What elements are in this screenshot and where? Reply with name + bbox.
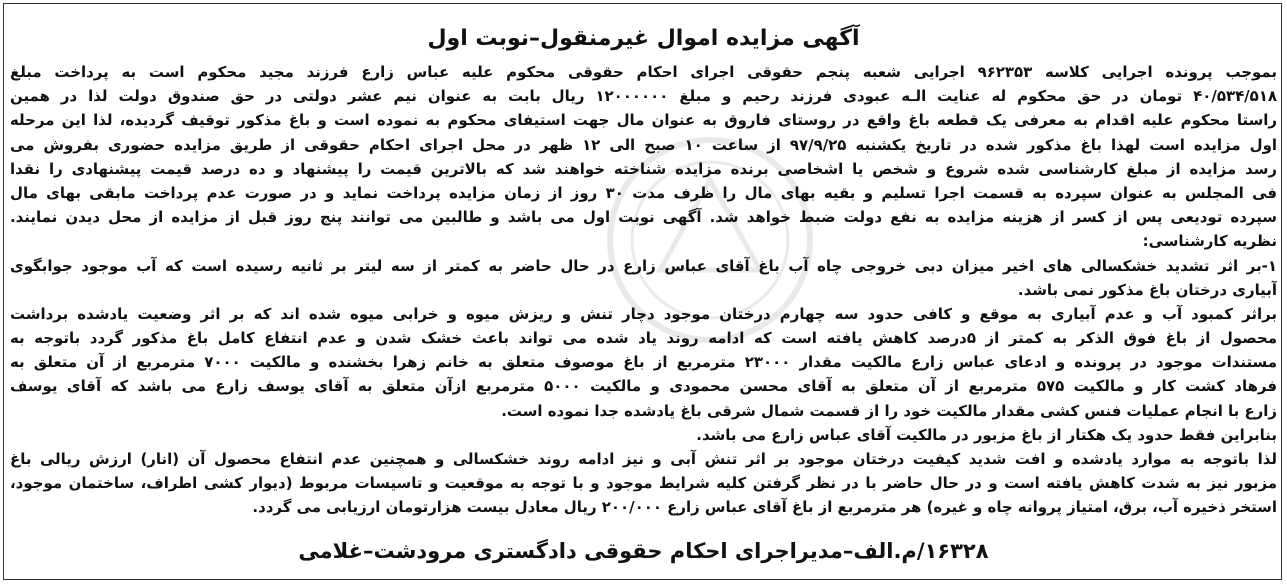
- body-line: بموجب پرونده اجرایی کلاسه ۹۶۲۳۵۳ اجرایی شعبه پنجم حقوقی اجرای احکام حقوقی محکوم علیه عباس زارع فرزند مجید محکوم است به پرداخت مبلغ: [10, 63, 1277, 81]
- body-line: راستا محکوم علیه اقدام به معرفی یک قطعه باغ واقع در روستای فاروق به عنوان مال جهت استیفای محکوم به نموده است و باغ مذکور توقیف گردیده، لذا این مرحله: [10, 111, 1277, 130]
- body-line: استخر ذخیره آب، برق، امتیاز پروانه چاه و غیره) هر مترمربع از باغ آقای عباس زارع ۲۰۰/۰۰۰ ریال معادل بیست هزارتومان ارزیابی می گردد.: [252, 498, 1277, 517]
- expert-opinion-heading: نظریه کارشناسی:: [1142, 232, 1277, 251]
- notice-title: آگهی مزایده اموال غیرمنقول–نوبت اول: [427, 26, 860, 51]
- body-line: مزبور نیز به شدت کاهش یافته است و در حال حاضر با در نظر گرفتن کلیه شرایط موجود و با توجه به موقعیت و تاسیسات مربوط (دیوار کشی اطراف، ساختمان موجود،: [10, 474, 1277, 493]
- body-line: ۴۰/۵۳۴/۵۱۸ تومان در حق محکوم له عنایت الـه عبودی فرزند رحیم و مبلغ ۱۲۰۰۰۰۰۰ ریال بابت به عنوان نیم عشر دولتی در حق صندوق دولت لذا در همین: [10, 87, 1277, 106]
- body-line: لذا باتوجه به موارد یادشده و افت شدید کیفیت درختان موجود بر اثر تنش آبی و نیز ادامه روند خشکسالی و همچنین عدم انتفاع محصول آن (انار) ارزش ریالی باغ: [10, 450, 1277, 468]
- notice-body: [10, 60, 1277, 520]
- body-line: براثر کمبود آب و عدم آبیاری به موقع و کافی حدود سه چهارم درختان موجود دچار تنش و ریزش میوه و خرابی میوه شده اند که بر اثر وضعیت یادشده برداشت: [10, 304, 1277, 323]
- body-line: اول مزایده است لهذا باغ مذکور شده در تاریخ یکشنبه ۹۷/۹/۲۵ از ساعت ۱۰ صبح الی ۱۲ ظهر در محل اجرای احکام حقوقی از طریق مزایده حضوری بفروش می: [10, 135, 1277, 154]
- notice-signature: ۱۶۳۲۸/م.الف–مدیراجرای احکام حقوقی دادگستری مرودشت–غلامی: [298, 539, 989, 563]
- body-line: ۱-بر اثر تشدید خشکسالی های اخیر میزان دبی خروجی چاه آب باغ آقای عباس زارع در حال حاضر به کمتر از سه لیتر بر ثانیه رسیده است که آب موجود جوابگوی: [10, 256, 1277, 275]
- body-line: سپرده تودیعی پس از کسر از هزینه مزایده به نفع دولت ضبط خواهد شد. آگهی نوبت اول می باشد و طالبین می توانند پنج روز قبل از مزایده از محل دیدن نمایند.: [10, 208, 1277, 227]
- body-line: زارع با انجام عملیات فنس کشی مقدار مالکیت خود را از قسمت شمال شرقی باغ یادشده جدا نموده است.: [501, 401, 1277, 420]
- body-line: آبیاری درختان باغ مذکور نمی باشد.: [1017, 280, 1277, 299]
- body-line: رسد مزایده از مبلغ کارشناسی شده شروع و شخص یا اشخاصی برنده مزایده شناخته خواهند شد که بالاترین قیمت را پیشنهاد و ده درصد قیمت پیشنهادی را نقدا: [10, 159, 1277, 178]
- body-line: فرهاد کشت کار و مالکیت ۵۷۵ مترمربع از آن متعلق به آقای محسن محمودی و مالکیت ۵۰۰۰ مترمربع ازآن متعلق به آقای یوسف زارع می باشد که آقای یوسف: [10, 377, 1277, 396]
- body-line: بنابراین فقط حدود یک هکتار از باغ مزبور در مالکیت آقای عباس زارع می باشد.: [696, 425, 1277, 444]
- body-line: محصول از باغ فوق الذکر به کمتر از ۵درصد کاهش یافته است که ادامه روند یاد شده می تواند باعث خشک شدن و عدم انتفاع کامل باغ مذکور گردد باتوجه به: [10, 329, 1277, 348]
- body-line: مستندات موجود در پرونده و ادعای عباس زارع مالکیت مقدار ۲۳۰۰۰ مترمربع از باغ موصوف متعلق به خانم زهرا بخشنده و مالکیت ۷۰۰۰ مترمربع از آن متعلق به: [10, 353, 1277, 372]
- body-line: فی المجلس به عنوان سپرده به قسمت اجرا تسلیم و بقیه بهای مال را ظرف مدت ۳۰ روز از زمان مزایده پرداخت نماید و در صورت عدم پرداخت مابقی بهای مال: [10, 183, 1277, 202]
